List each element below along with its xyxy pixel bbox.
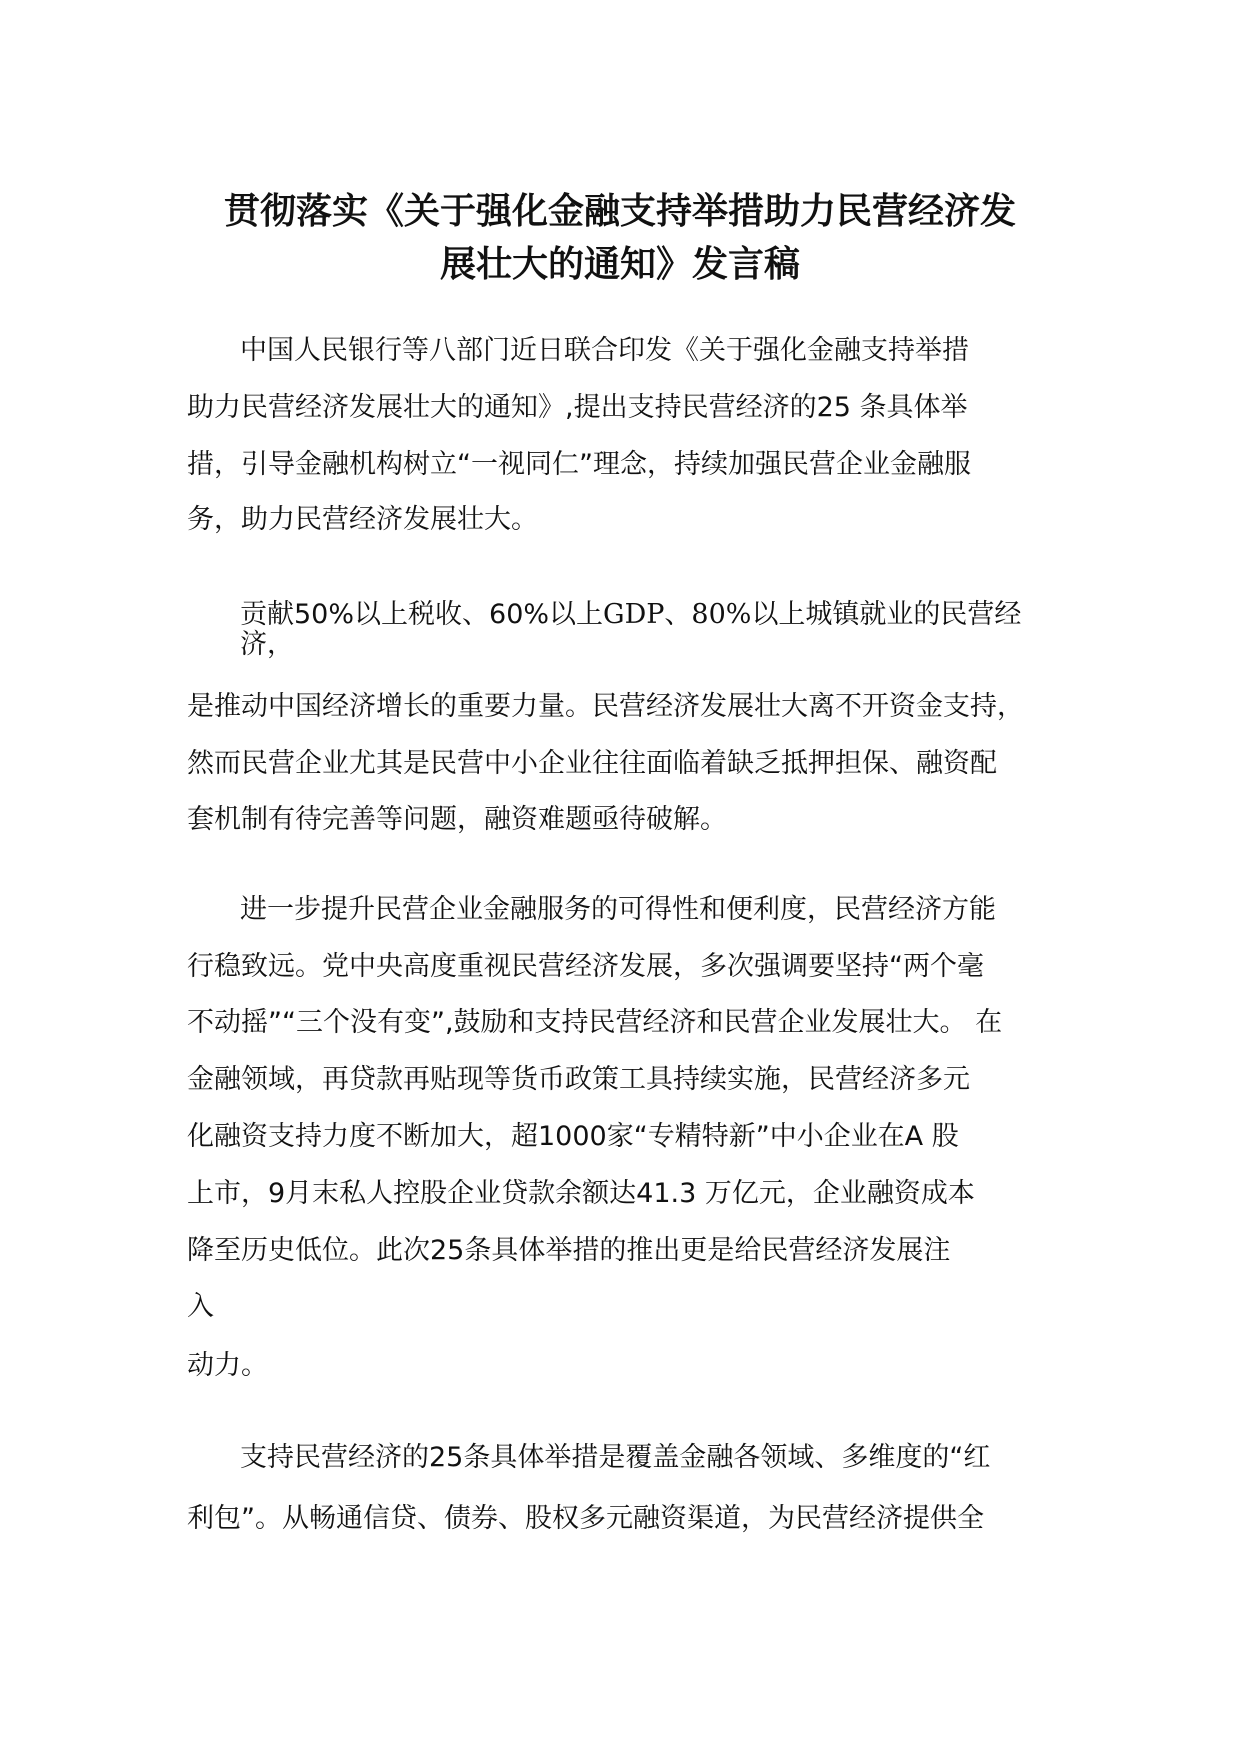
- paragraph-3-line-8: 入: [187, 1291, 214, 1322]
- paragraph-1-line-1: 中国人民银行等八部门近日联合印发《关于强化金融支持举措: [240, 335, 969, 366]
- paragraph-3-line-2: 行稳致远。党中央高度重视民营经济发展，多次强调要坚持“两个毫: [187, 951, 984, 982]
- paragraph-4-line-2: 利包”。从畅通信贷、债券、股权多元融资渠道，为民营经济提供全: [187, 1503, 984, 1534]
- paragraph-3-line-1: 进一步提升民营企业金融服务的可得性和便利度，民营经济方能: [240, 894, 996, 925]
- paragraph-3-line-3: 不动摇”“三个没有变”,鼓励和支持民营经济和民营企业发展壮大。 在: [187, 1007, 1003, 1038]
- paragraph-3-line-9: 动力。: [187, 1350, 268, 1381]
- document-title-line-1: 贯彻落实《关于强化金融支持举措助力民营经济发: [223, 191, 1016, 232]
- paragraph-3-line-6: 上市，9月末私人控股企业贷款余额达41.3 万亿元，企业融资成本: [187, 1178, 975, 1209]
- paragraph-2-line-1-part-1: 贡献50%以上税收、60%以上: [240, 599, 604, 630]
- paragraph-3-line-4: 金融领域，再贷款再贴现等货币政策工具持续实施，民营经济多元: [187, 1064, 970, 1095]
- paragraph-3-line-7: 降至历史低位。此次25条具体举措的推出更是给民营经济发展注: [187, 1235, 951, 1266]
- paragraph-2-line-2: 济，: [240, 629, 294, 660]
- paragraph-2-line-1: [240, 598, 1021, 632]
- paragraph-3-line-5: 化融资支持力度不断加大，超1000家“专精特新”中小企业在A 股: [187, 1121, 959, 1152]
- document-title-line-2: 展壮大的通知》发言稿: [439, 244, 800, 285]
- paragraph-1-line-4: 务，助力民营经济发展壮大。: [187, 504, 538, 535]
- paragraph-2-line-1-part-3: 以上城镇就业的民营经: [751, 599, 1022, 630]
- paragraph-2-line-3: 是推动中国经济增长的重要力量。民营经济发展壮大离不开资金支持，: [187, 691, 1024, 722]
- paragraph-4-line-1: 支持民营经济的25条具体举措是覆盖金融各领域、多维度的“红: [240, 1442, 991, 1473]
- paragraph-2-line-4: 然而民营企业尤其是民营中小企业往往面临着缺乏抵押担保、融资配: [187, 748, 997, 779]
- paragraph-2-line-1-part-2: GDP、80%: [603, 599, 752, 630]
- paragraph-1-line-3: 措，引导金融机构树立“一视同仁”理念，持续加强民营企业金融服: [187, 449, 971, 480]
- paragraph-2-line-5: 套机制有待完善等问题，融资难题亟待破解。: [187, 804, 727, 835]
- paragraph-1-line-2: 助力民营经济发展壮大的通知》,提出支持民营经济的25 条具体举: [187, 392, 968, 423]
